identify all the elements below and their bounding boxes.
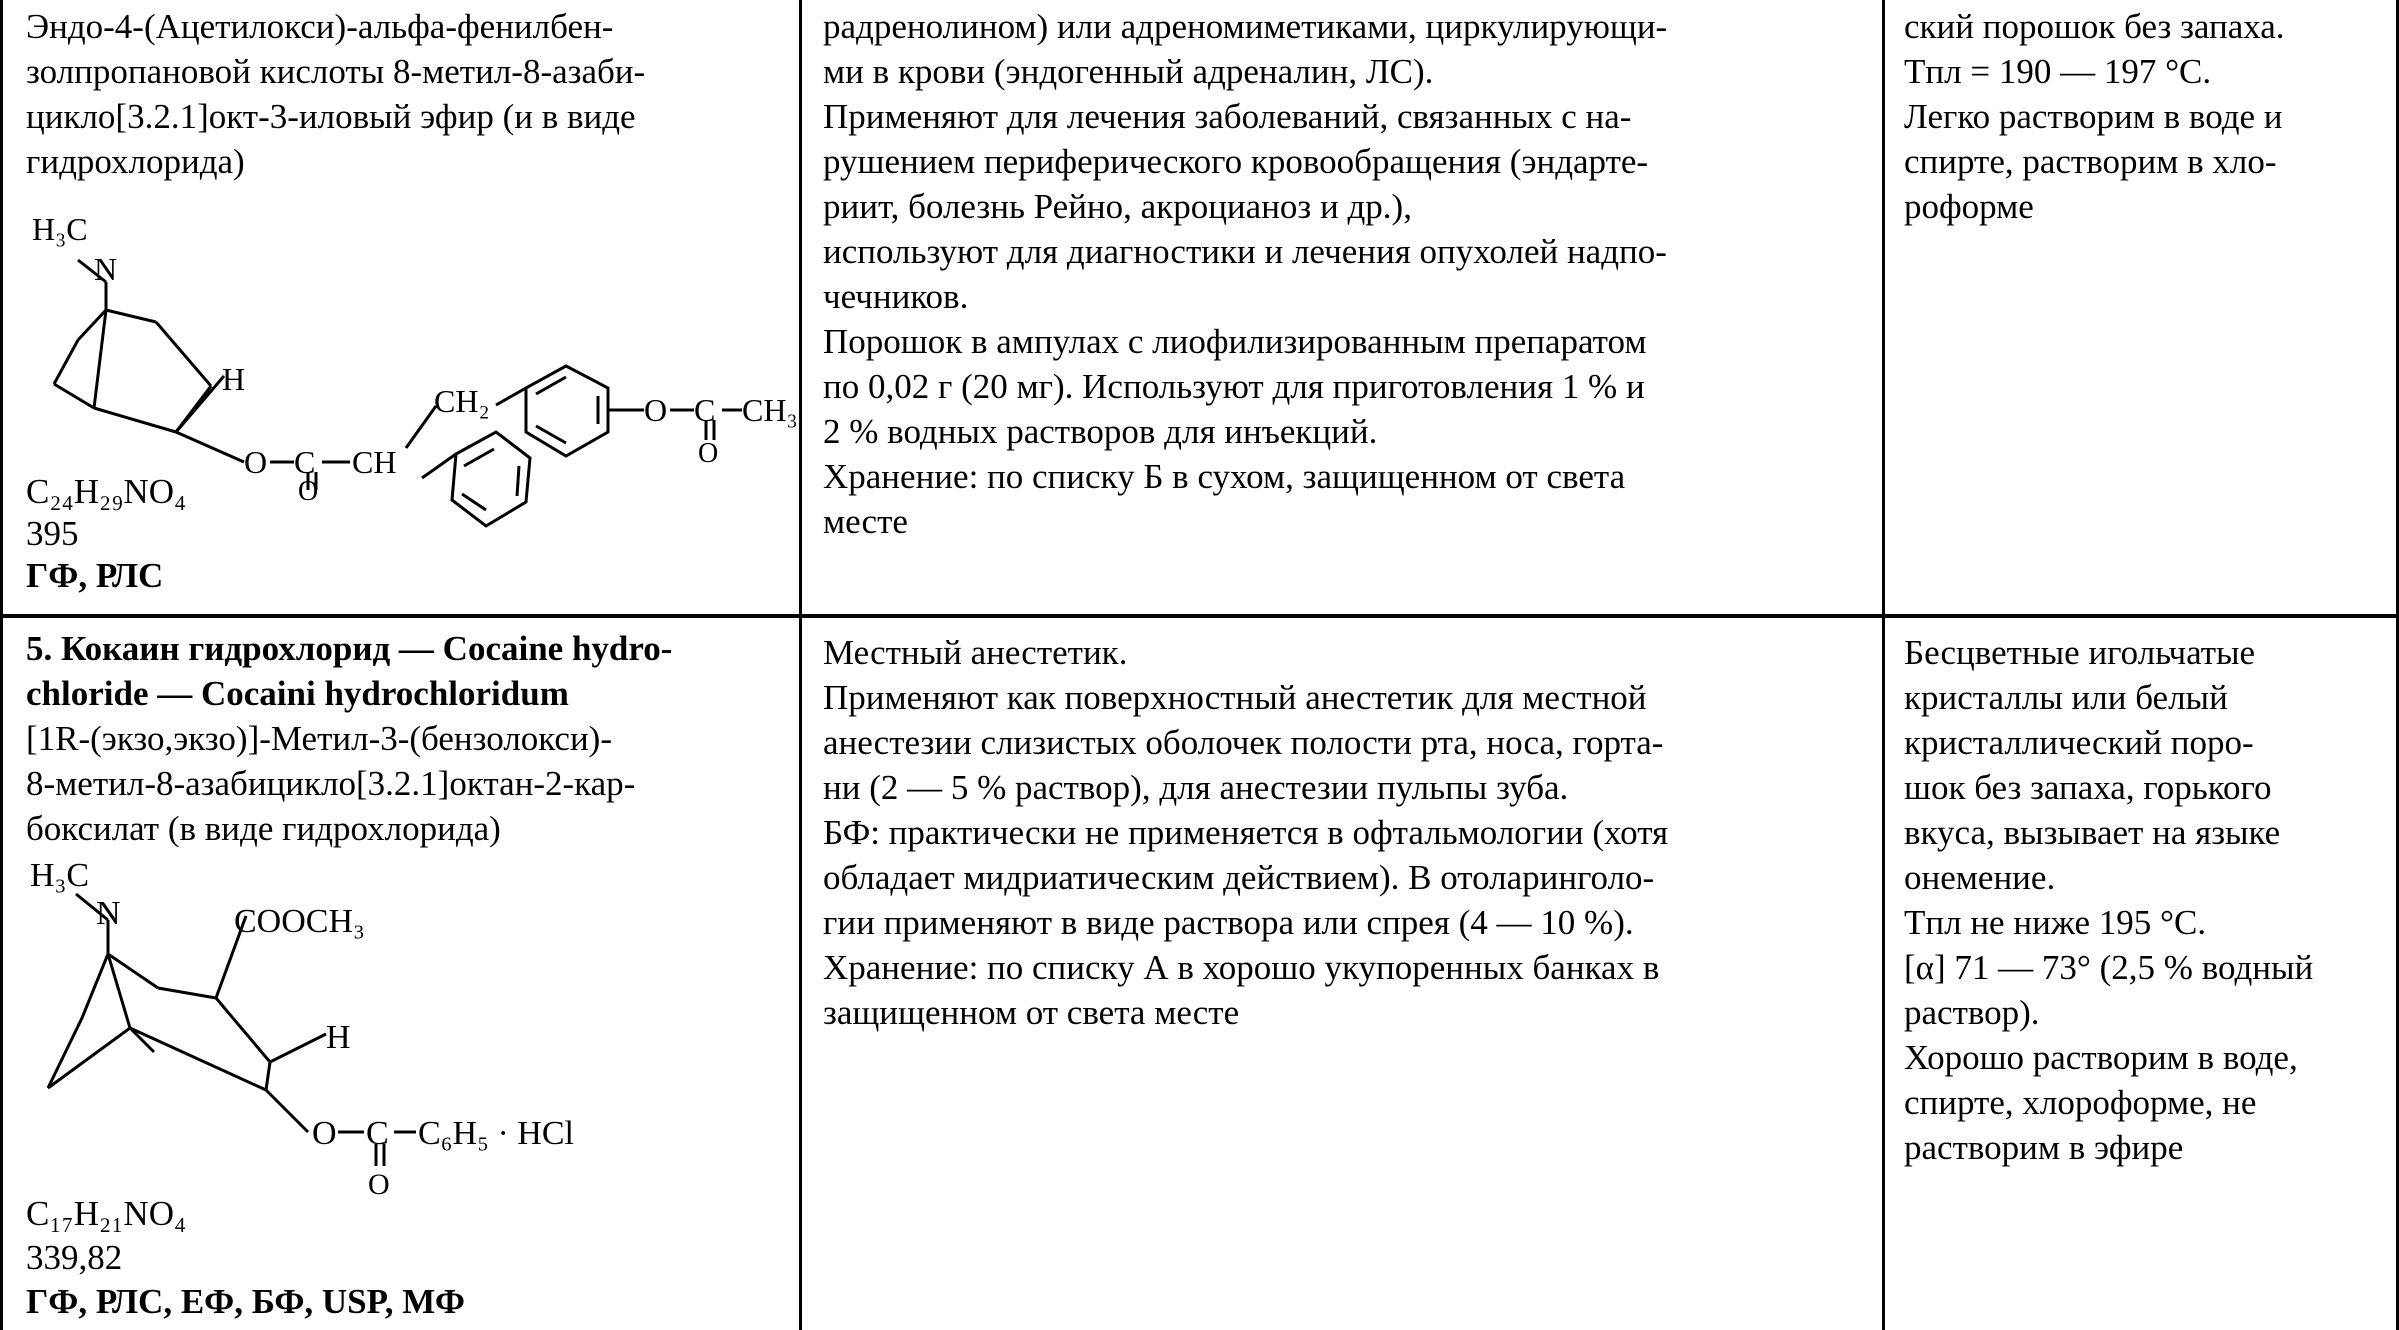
ester-oxygen-label: O <box>244 444 268 480</box>
nitrogen-label: N <box>96 895 121 932</box>
text-line: онемение. <box>1904 858 2056 897</box>
text-line: Эндо-4-(Ацетилокси)-альфа-фенилбен- <box>26 7 614 46</box>
text-line: используют для диагностики и лечения опухолей надпо- <box>823 232 1667 271</box>
row1-sources: ГФ, РЛС <box>26 556 164 595</box>
row2-molecular-formula: C₁₇H₂₁NO₄ <box>26 1194 187 1233</box>
text-line: ни (2 — 5 % раствор), для анестезии пульпы зуба. <box>823 768 1569 807</box>
text-line: золпропановой кислоты 8-метил-8-азаби- <box>26 52 646 91</box>
table-border-left <box>0 0 3 1330</box>
ch3-label: CH₃ <box>742 392 798 428</box>
text-line: Хранение: по списку Б в сухом, защищенном от света <box>823 457 1626 496</box>
text-line: Порошок в ампулах с лиофилизированным препаратом <box>823 322 1647 361</box>
title-line: 5. Кокаин гидрохлорид — Cocaine hydro- <box>26 629 673 668</box>
text-line: цикло[3.2.1]окт-3-иловый эфир (и в виде <box>26 97 636 136</box>
row2-molecular-mass: 339,82 <box>26 1238 123 1277</box>
row2-application-cell <box>823 630 1863 1330</box>
row2-chemical-name <box>26 716 786 851</box>
row2-substance-cell <box>26 626 786 1330</box>
row2-structural-formula <box>26 857 786 1201</box>
ch-label: CH <box>352 444 397 480</box>
aryl-oxygen-label: O <box>644 392 668 428</box>
acetyl-carbonyl-oxygen-label: O <box>698 438 719 469</box>
text-line: роформе <box>1904 187 2034 226</box>
column-divider-1 <box>799 0 802 1330</box>
text-line: Хранение: по списку А в хорошо укупоренных банках в <box>823 948 1660 987</box>
text-line: раствор). <box>1904 993 2040 1032</box>
melting-point-line: Tпл = 190 — 197 °С. <box>1904 52 2212 91</box>
ch2-label: CH₂ <box>434 383 490 419</box>
methyl-label: H₃C <box>32 211 88 247</box>
text-line: Бесцветные игольчатые <box>1904 633 2256 672</box>
carbonyl-oxygen-label: O <box>298 476 319 507</box>
phenyl-hcl-label: C₆H₅ · HCl <box>418 1115 574 1152</box>
text-line: радренолином) или адреномиметиками, циркулирующи- <box>823 7 1668 46</box>
text-line: защищенном от света месте <box>823 993 1240 1032</box>
text-line: 2 % водных растворов для инъекций. <box>823 412 1378 451</box>
nitrogen-label: N <box>94 251 118 287</box>
text-line: ский порошок без запаха. <box>1904 7 2285 46</box>
melting-point-line: Tпл не ниже 195 °С. <box>1904 903 2207 942</box>
optical-rotation-line: [α] 71 — 73° (2,5 % водный <box>1904 948 2314 987</box>
title-line: chloride — Cocaini hydrochloridum <box>26 674 569 713</box>
text-line: Легко растворим в воде и <box>1904 97 2283 136</box>
text-line: чечников. <box>823 277 969 316</box>
text-line: рушением периферического кровообращения (эндарте- <box>823 142 1649 181</box>
row1-molecular-mass: 395 <box>26 514 79 553</box>
row1-structural-formula <box>26 200 798 507</box>
methyl-label: H₃C <box>30 857 90 894</box>
acetyl-carbon-label: C <box>694 392 716 428</box>
row-divider <box>0 614 2399 618</box>
text-line: ми в крови (эндогенный адреналин, ЛС). <box>823 52 1434 91</box>
row1-substance-cell <box>26 4 798 610</box>
row2-title <box>26 626 786 716</box>
text-line: 8-метил-8-азабицикло[3.2.1]октан-2-кар- <box>26 764 636 803</box>
text-line: вкуса, вызывает на языке <box>1904 813 2281 852</box>
carbon-label: C <box>366 1115 389 1152</box>
text-line: обладает мидриатическим действием). В отоларинголо- <box>823 858 1655 897</box>
row1-application-cell <box>823 4 1863 610</box>
carbonyl-oxygen-label: O <box>368 1168 390 1201</box>
row1-molecular-formula: C₂₄H₂₉NO₄ <box>26 472 187 511</box>
row2-properties-cell <box>1904 630 2384 1330</box>
hydrogen-label: H <box>326 1019 351 1056</box>
text-line: спирте, хлороформе, не <box>1904 1083 2257 1122</box>
text-line: шок без запаха, горького <box>1904 768 2272 807</box>
text-line: кристаллический поро- <box>1904 723 2254 762</box>
cooch3-label: COOCH₃ <box>234 903 365 940</box>
text-line: Хорошо растворим в воде, <box>1904 1038 2298 1077</box>
ester-oxygen-label: O <box>312 1115 337 1152</box>
row1-properties-cell <box>1904 4 2384 610</box>
text-line: риит, болезнь Рейно, акроцианоз и др.), <box>823 187 1412 226</box>
text-line: [1R-(экзо,экзо)]-Метил-3-(бензолокси)- <box>26 719 612 758</box>
row1-chemical-name <box>26 4 786 184</box>
hydrogen-label: H <box>222 361 246 397</box>
text-line: Местный анестетик. <box>823 633 1128 672</box>
text-line: гидрохлорида) <box>26 142 245 181</box>
text-line: БФ: практически не применяется в офтальмологии (хотя <box>823 813 1669 852</box>
text-line: Применяют для лечения заболеваний, связанных с на- <box>823 97 1632 136</box>
text-line: Применяют как поверхностный анестетик для местной <box>823 678 1647 717</box>
text-line: растворим в эфире <box>1904 1128 2184 1167</box>
text-line: месте <box>823 502 908 541</box>
text-line: боксилат (в виде гидрохлорида) <box>26 809 501 848</box>
text-line: спирте, растворим в хло- <box>1904 142 2277 181</box>
column-divider-2 <box>1882 0 1885 1330</box>
row2-sources: ГФ, РЛС, ЕФ, БФ, USP, МФ <box>26 1282 465 1321</box>
text-line: по 0,02 г (20 мг). Используют для приготовления 1 % и <box>823 367 1645 406</box>
text-line: гии применяют в виде раствора или спрея (4 — 10 %). <box>823 903 1634 942</box>
carbon-label: C <box>294 444 316 480</box>
text-line: анестезии слизистых оболочек полости рта, носа, горта- <box>823 723 1664 762</box>
text-line: кристаллы или белый <box>1904 678 2228 717</box>
